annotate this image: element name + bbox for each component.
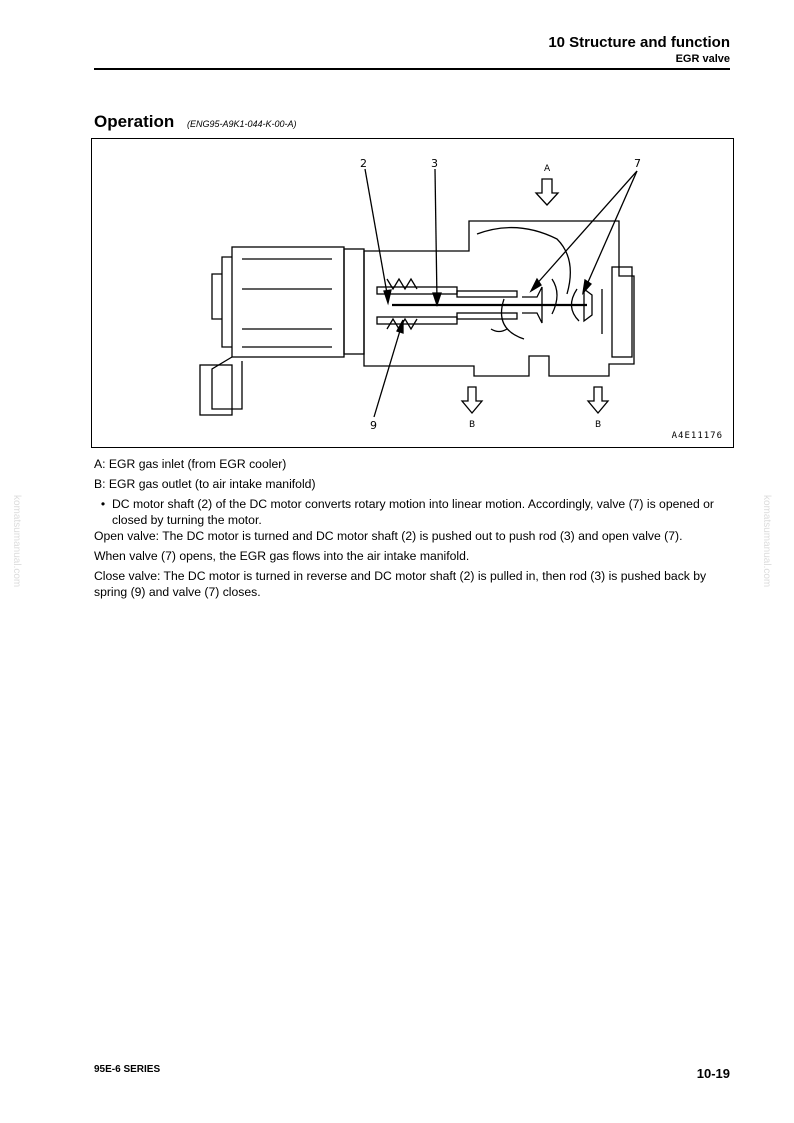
connector xyxy=(200,365,232,415)
valve-body xyxy=(364,221,634,376)
when-open-text: When valve (7) opens, the EGR gas flows into the air intake manifold. xyxy=(94,549,470,563)
legend-a: A: EGR gas inlet (from EGR cooler) xyxy=(94,457,287,471)
callout-b-right: B xyxy=(595,420,602,430)
body-text xyxy=(94,456,734,604)
open-valve-text: Open valve: The DC motor is turned and DC motor shaft (2) is pushed out to push rod (3) and open valve (7). xyxy=(94,529,683,543)
inlet-arrow xyxy=(536,179,558,205)
bullet-dot: • xyxy=(100,497,106,511)
watermark-right: komatsumanual.com xyxy=(761,495,772,588)
callout-9: 9 xyxy=(370,419,377,432)
motor-housing xyxy=(232,247,344,357)
close-valve-text: Close valve: The DC motor is turned in reverse and DC motor shaft (2) is pulled in, then rod (3) is pushed back by spring (9) and valve (7) closes. xyxy=(94,569,707,599)
callout-a: A xyxy=(544,164,551,174)
header-subtitle: EGR valve xyxy=(675,53,730,65)
egr-valve-diagram xyxy=(92,139,733,447)
header-title: 10 Structure and function xyxy=(548,34,730,51)
outlet-arrow-left xyxy=(462,387,482,413)
outlet-arrow-right xyxy=(588,387,608,413)
callout-3: 3 xyxy=(431,157,438,170)
section-code: (ENG95-A9K1-044-K-00-A) xyxy=(187,119,297,129)
bullet-text: DC motor shaft (2) of the DC motor converts rotary motion into linear motion. Accordingly, valve (7) is opened or closed by turning the motor. xyxy=(112,497,714,527)
header-rule xyxy=(94,68,730,70)
callout-b-left: B xyxy=(469,420,476,430)
figure-code: A4E11176 xyxy=(671,431,723,441)
legend-b: B: EGR gas outlet (to air intake manifold) xyxy=(94,477,316,491)
footer-series: 95E-6 SERIES xyxy=(94,1064,161,1075)
page-number: 10-19 xyxy=(696,1066,730,1081)
watermark-left: komatsumanual.com xyxy=(11,495,22,588)
callout-2: 2 xyxy=(360,157,367,170)
egr-valve-figure xyxy=(91,138,734,448)
callout-7: 7 xyxy=(634,157,641,170)
section-title: Operation xyxy=(94,112,175,131)
bullet-item xyxy=(94,496,734,528)
